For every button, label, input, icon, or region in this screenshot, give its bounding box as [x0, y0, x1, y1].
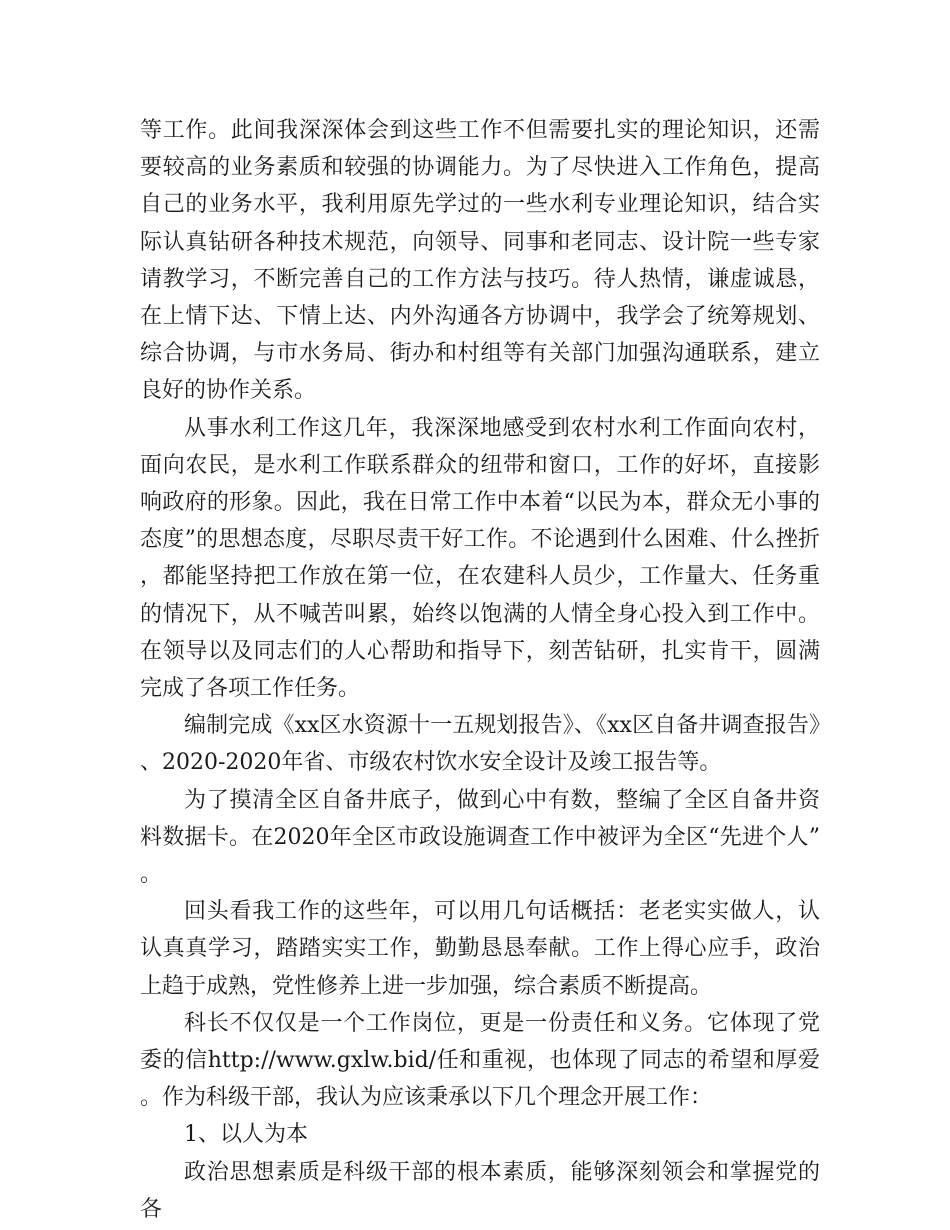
paragraph-6: 科长不仅仅是一个工作岗位，更是一份责任和义务。它体现了党委的信http://www.gxlw.bid/任和重视，也体现了同志的希望和厚爱。作为科级干部，我认为应该秉承以下几个理念开展工作： [140, 1010, 820, 1111]
paragraph-5: 回头看我工作的这些年，可以用几句话概括：老老实实做人，认认真真学习，踏踏实实工作，勤勤恳恳奉献。工作上得心应手，政治上趋于成熟，党性修养上进一步加强，综合素质不断提高。 [140, 899, 820, 999]
paragraph-4: 为了摸清全区自备井底子，做到心中有数，整编了全区自备井资料数据卡。在2020年全区市政设施调查工作中被评为全区“先进个人”。 [140, 787, 820, 888]
paragraph-3: 编制完成《xx区水资源十一五规划报告》、《xx区自备井调查报告》、2020-2020年省、市级农村饮水安全设计及竣工报告等。 [140, 713, 820, 776]
paragraph-2: 从事水利工作这几年，我深深地感受到农村水利工作面向农村，面向农民，是水利工作联系群众的纽带和窗口，工作的好坏，直接影响政府的形象。因此，我在日常工作中本着“以民为本，群众无小事的态度”的思想态度，尽职尽责干好工作。不论遇到什么困难、什么挫折，都能坚持把工作放在第一位，在农建科人员少，工作量大、任务重的情况下，从不喊苦叫累，始终以饱满的人情全身心投入到工作中。在领导以及同志们的人心帮助和指导下，刻苦钻研，扎实肯干，圆满完成了各项工作任务。 [140, 415, 820, 702]
paragraph-7: 政治思想素质是科级干部的根本素质，能够深刻领会和掌握党的各 [140, 1159, 820, 1222]
section-heading: 1、以人为本 [184, 1122, 308, 1148]
document-body [140, 112, 820, 1228]
paragraph-1: 等工作。此间我深深体会到这些工作不但需要扎实的理论知识，还需要较高的业务素质和较强的协调能力。为了尽快进入工作角色，提高自己的业务水平，我利用原先学过的一些水利专业理论知识，结合实际认真钻研各种技术规范，向领导、同事和老同志、设计院一些专家请教学习，不断完善自己的工作方法与技巧。待人热情，谦虚诚恳，在上情下达、下情上达、内外沟通各方协调中，我学会了统筹规划、综合协调，与市水务局、街办和村组等有关部门加强沟通联系，建立良好的协作关系。 [140, 118, 820, 404]
